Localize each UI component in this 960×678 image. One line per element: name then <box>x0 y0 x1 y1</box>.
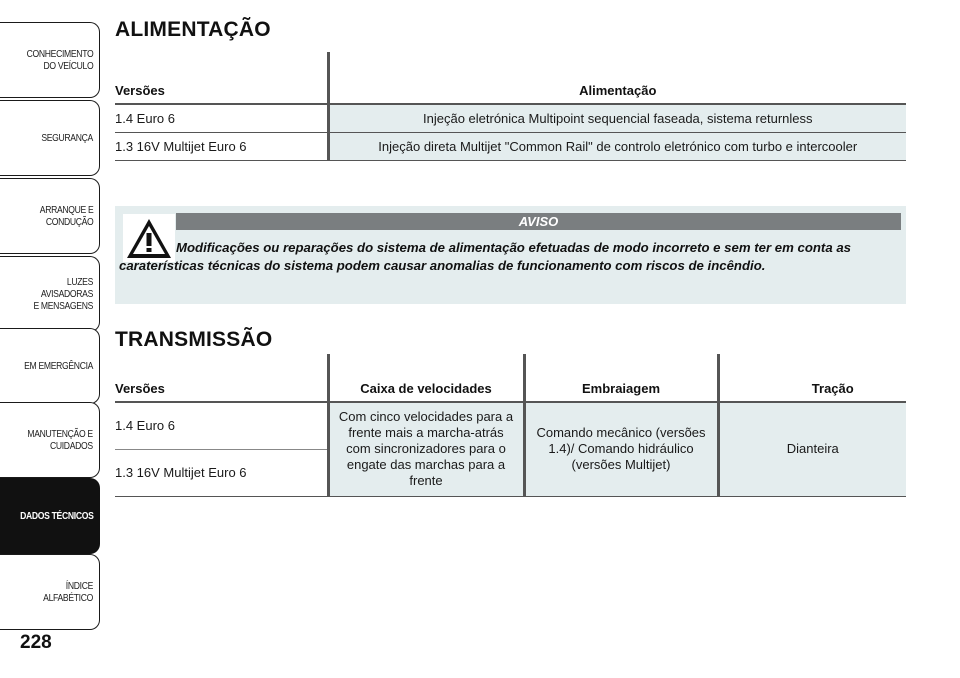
tab-em-emergencia[interactable]: EM EMERGÊNCIA <box>0 328 100 404</box>
column-header-alimentacao: Alimentação <box>328 52 906 104</box>
column-header-embraiagem: Embraiagem <box>524 354 718 402</box>
tab-dados-tecnicos[interactable]: DADOS TÉCNICOS <box>0 478 100 554</box>
traction-cell: Dianteira <box>718 402 906 496</box>
tab-seguranca[interactable]: SEGURANÇA <box>0 100 100 176</box>
table-row <box>115 104 906 132</box>
warning-text: Modificações ou reparações do sistema de alimentação efetuadas de modo incorreto e sem ter em conta as caraterísticas técnicas do sistema podem causar anomalias de funcionamento com riscos de incêndio. <box>119 240 851 273</box>
column-header-caixa: Caixa de velocidades <box>328 354 524 402</box>
tab-manutencao-e-cuidados[interactable]: MANUTENÇÃO E CUIDADOS <box>0 402 100 478</box>
transmissao-table <box>115 354 906 497</box>
version-cell: 1.4 Euro 6 <box>115 402 328 449</box>
gearbox-cell: Com cinco velocidades para a frente mais a marcha-atrás com sincronizadores para o engate das marchas para a frente <box>328 402 524 496</box>
column-header-versoes: Versões <box>115 52 328 104</box>
tab-conhecimento-do-veiculo[interactable]: CONHECIMENTO DO VEÍCULO <box>0 22 100 98</box>
tab-luzes-avisadoras[interactable]: LUZES AVISADORAS E MENSAGENS <box>0 256 100 332</box>
column-header-tracao: Tração <box>718 354 906 402</box>
feed-cell: Injeção direta Multijet "Common Rail" de controlo eletrónico com turbo e intercooler <box>328 132 906 160</box>
section-title-transmissao: TRANSMISSÃO <box>115 328 273 351</box>
section-title-alimentacao: ALIMENTAÇÃO <box>115 18 271 41</box>
tab-arranque-e-conducao[interactable]: ARRANQUE E CONDUÇÃO <box>0 178 100 254</box>
clutch-cell: Comando mecânico (versões 1.4)/ Comando hidráulico (versões Multijet) <box>524 402 718 496</box>
alimentacao-table <box>115 52 906 161</box>
version-cell: 1.4 Euro 6 <box>115 104 328 132</box>
page-number: 228 <box>20 632 52 653</box>
feed-cell: Injeção eletrónica Multipoint sequencial faseada, sistema returnless <box>328 104 906 132</box>
column-header-versoes: Versões <box>115 354 328 402</box>
table-row <box>115 402 906 449</box>
version-cell: 1.3 16V Multijet Euro 6 <box>115 132 328 160</box>
warning-heading: AVISO <box>176 213 901 230</box>
tab-indice-alfabetico[interactable]: ÍNDICE ALFABÉTICO <box>0 554 100 630</box>
table-row <box>115 132 906 160</box>
warning-box <box>115 206 906 304</box>
version-cell: 1.3 16V Multijet Euro 6 <box>115 449 328 496</box>
